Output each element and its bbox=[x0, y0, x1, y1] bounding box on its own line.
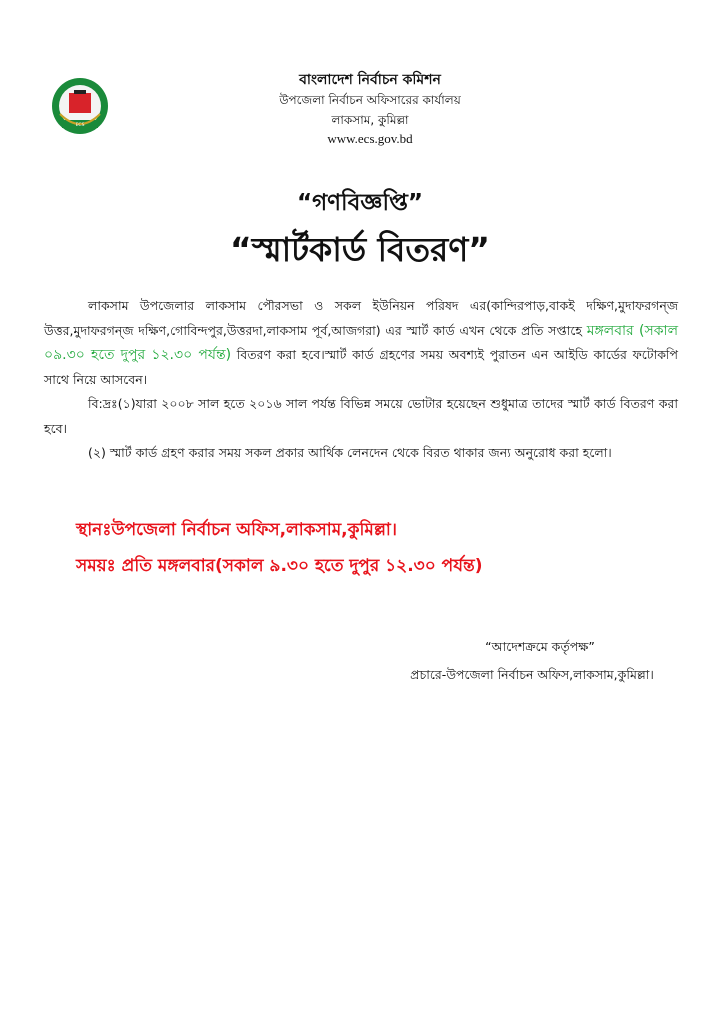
website: www.ecs.gov.bd bbox=[327, 131, 413, 146]
notice-title: “স্মার্টকার্ড বিতরণ” bbox=[230, 230, 490, 269]
p1-start: লাকসাম উপজেলার লাকসাম পৌরসভা ও সকল ইউনিয়ন পরিষদ এর(কান্দিরপাড়,বাকই দক্ষিণ,মুদাফরগন্জ উত্তর,মুদাফরগন্জ দক্ষিণ,গোবিন্দপুর,উত্তরদা,লাকসাম পূর্ব,আজগরা) এর স্মার্ট কার্ড এখন থেকে প্রতি সপ্তাহে bbox=[44, 298, 678, 338]
office-location: লাকসাম, কুমিল্লা bbox=[331, 113, 409, 127]
office-name: উপজেলা নির্বাচন অফিসারের কার্যালয় bbox=[279, 93, 461, 107]
notice-label: “গণবিজ্ঞপ্তি” bbox=[296, 190, 424, 216]
paragraph-1 bbox=[44, 294, 678, 392]
letterhead bbox=[220, 70, 520, 148]
election-commission-logo bbox=[50, 76, 110, 136]
publicity-line: প্রচারে-উপজেলা নির্বাচন অফিস,লাকসাম,কুমিল্লা। bbox=[410, 667, 654, 682]
org-name: বাংলাদেশ নির্বাচন কমিশন bbox=[299, 72, 441, 88]
p1-end: বিতরণ করা হবে।স্মার্ট কার্ড গ্রহণের সময় অবশ্যই পুরাতন এন আইডি কার্ডের ফটোকপি সাথে নিয়ে আসবেন। bbox=[44, 347, 678, 387]
notice-body bbox=[44, 294, 678, 466]
logo-text: ECS bbox=[75, 123, 85, 128]
place-line: স্থানঃউপজেলা নির্বাচন অফিস,লাকসাম,কুমিল্লা। bbox=[76, 520, 397, 540]
paragraph-2: বি:দ্রঃ(১)যারা ২০০৮ সাল হতে ২০১৬ সাল পর্যন্ত বিভিন্ন সময়ে ভোটার হয়েছেন শুধুমাত্র তাদের স্মার্ট কার্ড বিতরণ করা হবে। bbox=[44, 396, 678, 436]
schedule-highlight: মঙ্গলবার (সকাল ০৯.৩০ হতে দুপুর ১২.৩০ পর্যন্ত) bbox=[44, 322, 678, 363]
time-line: সময়ঃ প্রতি মঙ্গলবার(সকাল ৯.৩০ হতে দুপুর ১২.৩০ পর্যন্ত) bbox=[76, 556, 483, 576]
authority-line: “আদেশক্রমে কর্তৃপক্ষ” bbox=[485, 639, 595, 654]
paragraph-3: (২) স্মার্ট কার্ড গ্রহণ করার সময় সকল প্রকার আর্থিক লেনদেন থেকে বিরত থাকার জন্য অনুরোধ করা হলো। bbox=[88, 445, 612, 460]
